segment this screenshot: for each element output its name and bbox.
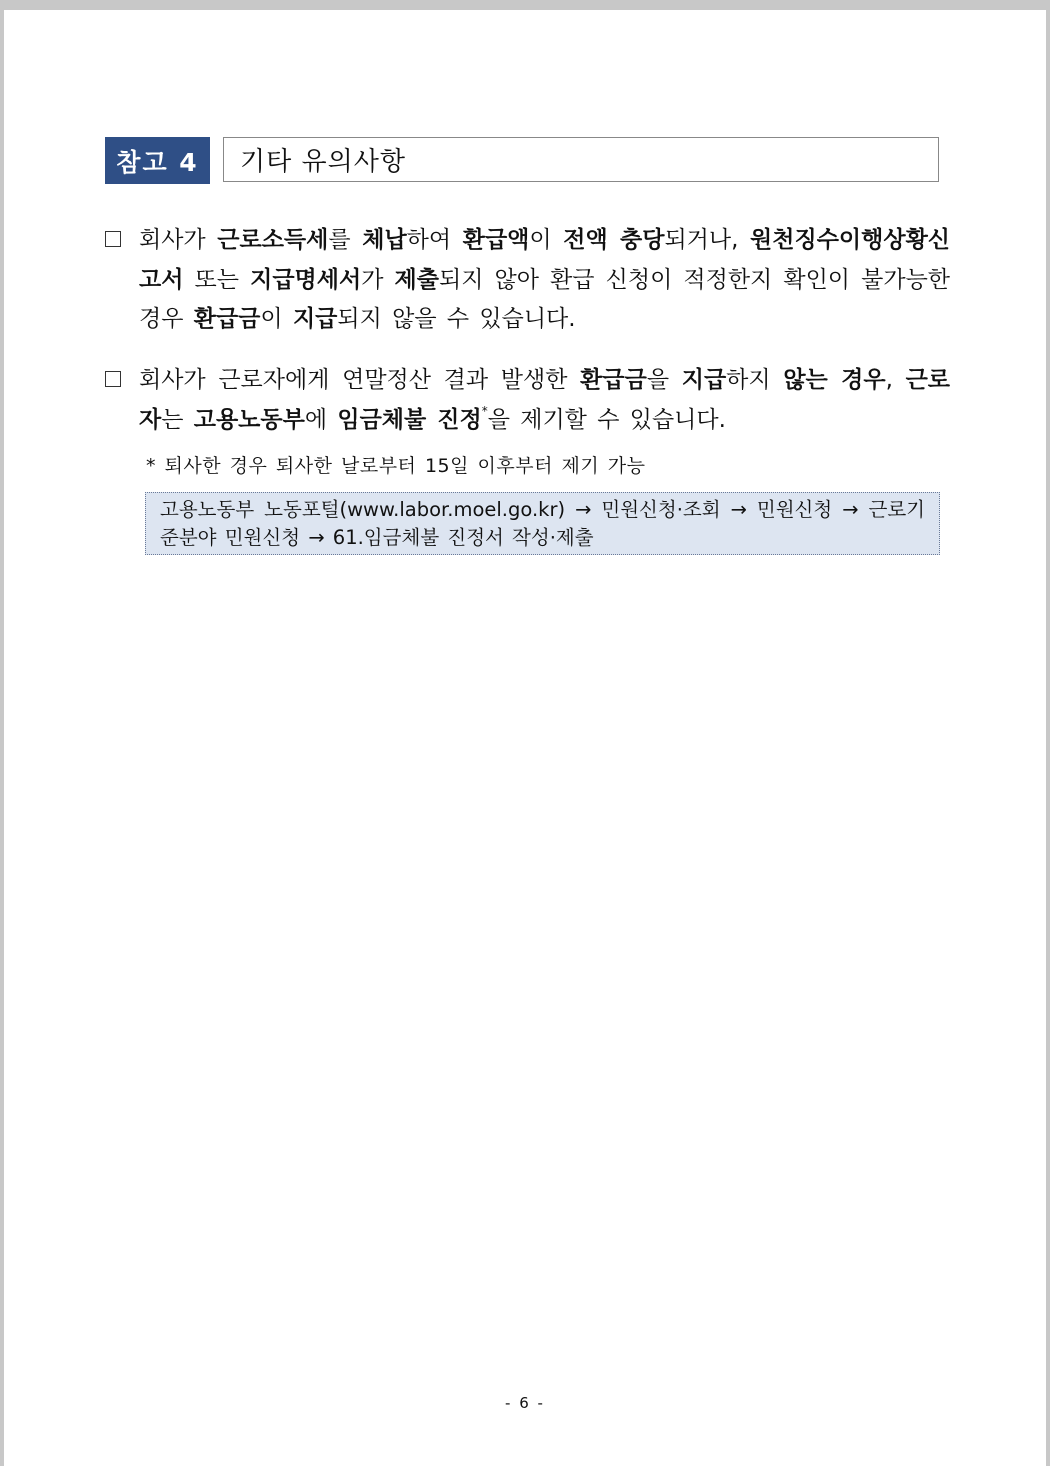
text-segment: 또는: [183, 266, 251, 293]
footnote: * 퇴사한 경우 퇴사한 날로부터 15일 이후부터 제기 가능: [146, 455, 646, 477]
text-segment: 가: [361, 266, 395, 293]
emphasized-text: 지급명세서: [250, 266, 362, 293]
emphasized-text: 임금체불 진정: [337, 406, 482, 433]
checkbox-icon: [105, 371, 121, 387]
text-segment: 하여: [406, 227, 463, 253]
emphasized-text: 환급금: [580, 367, 647, 393]
emphasized-text: 체납: [362, 227, 407, 253]
notice-text: [139, 221, 950, 340]
notice-item-1: [105, 221, 950, 340]
emphasized-text: 환급액: [462, 227, 530, 253]
emphasized-text: 원천징수이행상황신고서: [139, 227, 951, 293]
text-segment: 이: [260, 306, 293, 332]
text-segment: 되지 않을 수 있습니다.: [337, 306, 576, 332]
emphasized-text: 근로자: [139, 367, 951, 433]
text-segment: 을 제기할 수 있습니다.: [487, 406, 726, 433]
text-segment: 하지: [726, 367, 784, 393]
text-segment: 회사가 근로자에게 연말정산 결과 발생한: [139, 367, 581, 393]
reference-tag: 참고 4: [105, 137, 210, 184]
reference-title: 기타 유의사항: [223, 137, 939, 182]
text-segment: ,: [885, 367, 906, 393]
notice-text: [139, 361, 950, 440]
emphasized-text: 전액 충당: [563, 227, 665, 253]
text-segment: 되지 않아 환급 신청이 적정한지 확인이 불가능한 경우: [139, 266, 951, 332]
emphasized-text: 고용노동부: [193, 406, 305, 433]
emphasized-text: 환급금: [193, 306, 261, 332]
document-page: [4, 10, 1046, 1466]
text-segment: 이: [529, 227, 564, 253]
text-segment: 를: [328, 227, 363, 253]
text-segment: 에: [304, 406, 338, 433]
emphasized-text: 않는 경우: [783, 367, 886, 393]
text-segment: 는: [161, 406, 194, 433]
text-segment: 되거나,: [664, 227, 751, 253]
emphasized-text: 근로소득세: [217, 227, 329, 253]
footnote-marker: *: [481, 403, 488, 418]
text-segment: 회사가: [139, 227, 218, 253]
notice-item-2: [105, 361, 950, 440]
info-box: 고용노동부 노동포털(www.labor.moel.go.kr) → 민원신청·조회 → 민원신청 → 근로기준분야 민원신청 → 61.임금체불 진정서 작성·제출: [145, 492, 940, 555]
emphasized-text: 제출: [394, 266, 439, 293]
emphasized-text: 지급: [681, 367, 727, 393]
page-number: - 6 -: [505, 1394, 545, 1412]
checkbox-icon: [105, 231, 121, 247]
emphasized-text: 지급: [292, 306, 338, 332]
text-segment: 을: [646, 367, 682, 393]
